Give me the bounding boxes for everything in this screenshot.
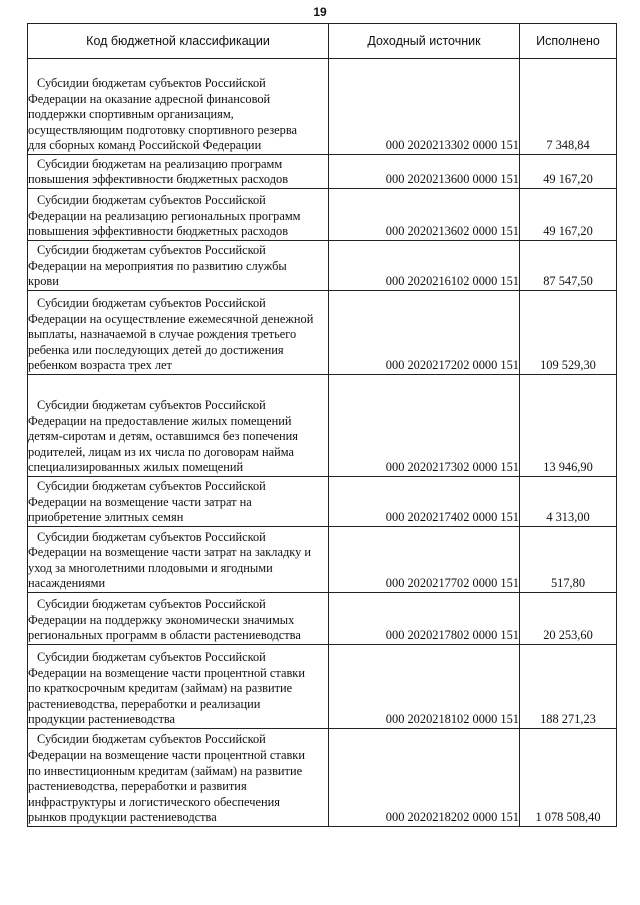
row-code: 000 2020213302 0000 151 xyxy=(329,59,520,155)
description-line: Субсидии бюджетам субъектов Российской xyxy=(37,193,266,208)
row-amount: 1 078 508,40 xyxy=(520,729,617,827)
description-line: осуществляющим подготовку спортивного резерва xyxy=(28,122,298,137)
row-description xyxy=(28,645,329,729)
row-code: 000 2020217802 0000 151 xyxy=(329,593,520,645)
row-amount: 13 946,90 xyxy=(520,375,617,477)
row-code: 000 2020217402 0000 151 xyxy=(329,477,520,527)
table-row xyxy=(28,189,617,241)
row-description xyxy=(28,59,329,155)
description-line: Субсидии бюджетам на реализацию программ xyxy=(37,156,283,171)
table-row xyxy=(28,527,617,593)
description-line: региональных программ в области растениеводства xyxy=(28,628,301,643)
description-line: повышения эффективности бюджетных расходов xyxy=(28,172,289,187)
description-line: Федерации на поддержку экономически значимых xyxy=(28,612,295,627)
description-line: по инвестиционным кредитам (займам) на развитие xyxy=(28,763,303,778)
row-description xyxy=(28,155,329,189)
description-line: Субсидии бюджетам субъектов Российской xyxy=(37,76,266,91)
description-line: растениеводства, переработки и развития xyxy=(28,779,247,794)
description-line: Субсидии бюджетам субъектов Российской xyxy=(37,479,266,494)
table-row xyxy=(28,593,617,645)
page-number: 19 xyxy=(313,5,327,19)
row-description xyxy=(28,593,329,645)
table-row xyxy=(28,729,617,827)
description-line: Федерации на возмещение части процентной ставки xyxy=(28,748,305,763)
description-line: Субсидии бюджетам субъектов Российской xyxy=(37,732,266,747)
row-code: 000 2020213600 0000 151 xyxy=(329,155,520,189)
row-amount: 7 348,84 xyxy=(520,59,617,155)
table-row xyxy=(28,241,617,291)
description-line: Субсидии бюджетам субъектов Российской xyxy=(37,398,266,413)
description-line: инфраструктуры и логистического обеспечения xyxy=(28,794,280,809)
table-row xyxy=(28,477,617,527)
description-line: по краткосрочным кредитам (займам) на развитие xyxy=(28,681,293,696)
row-description xyxy=(28,291,329,375)
description-line: Субсидии бюджетам субъектов Российской xyxy=(37,597,266,612)
description-line: ребенком возраста трех лет xyxy=(28,358,172,373)
header-executed: Исполнено xyxy=(520,24,617,59)
description-line: Федерации на реализацию региональных программ xyxy=(28,208,301,223)
row-code: 000 2020213602 0000 151 xyxy=(329,189,520,241)
description-line: продукции растениеводства xyxy=(28,712,176,727)
row-amount: 87 547,50 xyxy=(520,241,617,291)
description-line: Федерации на осуществление ежемесячной денежной xyxy=(28,311,314,326)
description-line: Федерации на мероприятия по развитию службы xyxy=(28,258,287,273)
description-line: крови xyxy=(28,274,59,289)
table-row xyxy=(28,291,617,375)
description-line: повышения эффективности бюджетных расходов xyxy=(28,224,289,239)
description-line: родителей, лицам из их числа по договорам найма xyxy=(28,444,294,459)
row-amount: 20 253,60 xyxy=(520,593,617,645)
description-line: Субсидии бюджетам субъектов Российской xyxy=(37,650,266,665)
table-row xyxy=(28,59,617,155)
table-row xyxy=(28,645,617,729)
description-line: Субсидии бюджетам субъектов Российской xyxy=(37,529,266,544)
row-description xyxy=(28,189,329,241)
table-row xyxy=(28,155,617,189)
description-line: детям-сиротам и детям, оставшимся без попечения xyxy=(28,429,298,444)
row-amount: 49 167,20 xyxy=(520,155,617,189)
table-row xyxy=(28,375,617,477)
description-line: поддержки спортивным организациям, xyxy=(28,107,234,122)
row-description xyxy=(28,375,329,477)
description-line: растениеводства, переработки и реализации xyxy=(28,696,261,711)
row-description xyxy=(28,241,329,291)
row-code: 000 2020217302 0000 151 xyxy=(329,375,520,477)
header-source: Доходный источник xyxy=(329,24,520,59)
description-line: выплаты, назначаемой в случае рождения третьего xyxy=(28,327,297,342)
row-code: 000 2020217702 0000 151 xyxy=(329,527,520,593)
row-code: 000 2020217202 0000 151 xyxy=(329,291,520,375)
table-header-row xyxy=(28,24,617,59)
description-line: для сборных команд Российской Федерации xyxy=(28,138,262,153)
row-amount: 4 313,00 xyxy=(520,477,617,527)
description-line: Федерации на возмещение части затрат на xyxy=(28,494,252,509)
description-line: приобретение элитных семян xyxy=(28,510,184,525)
row-description xyxy=(28,729,329,827)
description-line: Субсидии бюджетам субъектов Российской xyxy=(37,243,266,258)
budget-table xyxy=(27,23,617,827)
description-line: насаждениями xyxy=(28,576,106,591)
row-amount: 517,80 xyxy=(520,527,617,593)
description-line: Федерации на возмещение части процентной ставки xyxy=(28,665,305,680)
row-amount: 49 167,20 xyxy=(520,189,617,241)
row-description xyxy=(28,477,329,527)
row-code: 000 2020218102 0000 151 xyxy=(329,645,520,729)
row-amount: 188 271,23 xyxy=(520,645,617,729)
description-line: специализированных жилых помещений xyxy=(28,460,244,475)
description-line: ребенка или последующих детей до достижения xyxy=(28,342,284,357)
row-code: 000 2020216102 0000 151 xyxy=(329,241,520,291)
header-classification: Код бюджетной классификации xyxy=(28,24,329,59)
description-line: Федерации на оказание адресной финансовой xyxy=(28,91,271,106)
row-amount: 109 529,30 xyxy=(520,291,617,375)
row-code: 000 2020218202 0000 151 xyxy=(329,729,520,827)
description-line: Федерации на предоставление жилых помещений xyxy=(28,413,292,428)
description-line: рынков продукции растениеводства xyxy=(28,810,217,825)
description-line: Федерации на возмещение части затрат на закладку и xyxy=(28,545,312,560)
description-line: уход за многолетними плодовыми и ягодными xyxy=(28,560,273,575)
row-description xyxy=(28,527,329,593)
description-line: Субсидии бюджетам субъектов Российской xyxy=(37,296,266,311)
